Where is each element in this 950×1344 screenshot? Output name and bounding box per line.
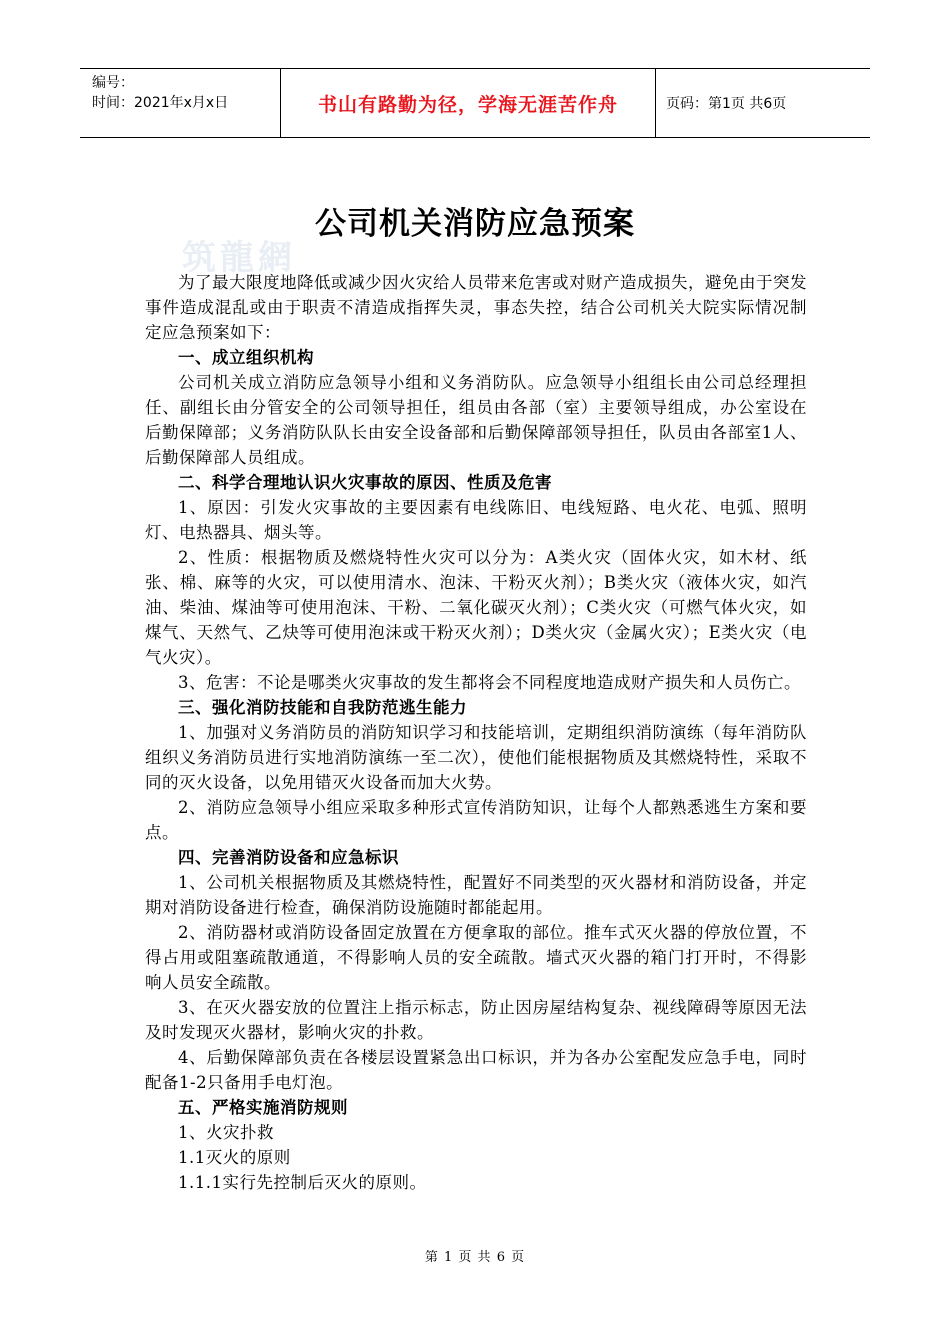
body-paragraph: 1.1灭火的原则 <box>178 1148 291 1167</box>
body-paragraph: 1、火灾扑救 <box>178 1123 274 1142</box>
header-motto: 书山有路勤为径，学海无涯苦作舟 <box>280 69 656 137</box>
body-paragraph: 为了最大限度地降低或减少因火灾给人员带来危害或对财产造成损失，避免由于突发事件造成混乱或由于职责不清造成指挥失灵，事态失控，结合公司机关大院实际情况制定应急预案如下： <box>145 273 807 342</box>
section-heading: 一、成立组织机构 <box>178 348 314 367</box>
body-paragraph: 1、加强对义务消防员的消防知识学习和技能培训，定期组织消防演练（每年消防队组织义务消防员进行实地消防演练一至二次），使他们能根据物质及其燃烧特性，采取不同的灭火设备，以免用错灭火设备而加大火势。 <box>145 723 807 792</box>
header-meta <box>80 69 280 137</box>
document-time-label: 时间：2021年x月x日 <box>92 95 229 111</box>
document-number-label: 编号： <box>92 75 134 91</box>
body-paragraph: 3、在灭火器安放的位置注上指示标志，防止因房屋结构复杂、视线障碍等原因无法及时发现灭火器材，影响火灾的扑救。 <box>145 998 807 1042</box>
page-footer: 第 1 页 共 6 页 <box>424 1250 526 1265</box>
body-paragraph: 1.1.1实行先控制后灭火的原则。 <box>178 1173 427 1192</box>
page-header <box>80 68 870 138</box>
section-heading: 二、科学合理地认识火灾事故的原因、性质及危害 <box>178 473 552 492</box>
document-title: 公司机关消防应急预案 <box>315 206 635 242</box>
document-body <box>145 270 807 1195</box>
body-paragraph: 1、公司机关根据物质及其燃烧特性，配置好不同类型的灭火器材和消防设备，并定期对消防设备进行检查，确保消防设施随时都能起用。 <box>145 873 807 917</box>
body-paragraph: 3、危害：不论是哪类火灾事故的发生都将会不同程度地造成财产损失和人员伤亡。 <box>178 673 801 692</box>
body-paragraph: 2、消防应急领导小组应采取多种形式宣传消防知识，让每个人都熟悉逃生方案和要点。 <box>145 798 807 842</box>
body-paragraph: 公司机关成立消防应急领导小组和义务消防队。应急领导小组组长由公司总经理担任、副组长由分管安全的公司领导担任，组员由各部（室）主要领导组成，办公室设在后勤保障部；义务消防队队长由安全设备部和后勤保障部领导担任，队员由各部室1人、后勤保障部人员组成。 <box>145 373 807 467</box>
watermark: 筑龍網 <box>182 238 296 278</box>
section-heading: 三、强化消防技能和自我防范逃生能力 <box>178 698 467 717</box>
body-paragraph: 1、原因：引发火灾事故的主要因素有电线陈旧、电线短路、电火花、电弧、照明灯、电热器具、烟头等。 <box>145 498 807 542</box>
section-heading: 四、完善消防设备和应急标识 <box>178 848 399 867</box>
body-paragraph: 2、性质：根据物质及燃烧特性火灾可以分为：A类火灾（固体火灾，如木材、纸张、棉、麻等的火灾，可以使用清水、泡沫、干粉灭火剂）；B类火灾（液体火灾，如汽油、柴油、煤油等可使用泡沫、干粉、二氧化碳灭火剂）；C类火灾（可燃气体火灾，如煤气、天然气、乙炔等可使用泡沫或干粉灭火剂）；D类火灾（金属火灾）；E类火灾（电气火灾）。 <box>145 548 807 667</box>
header-page-info: 页码：第1页 共6页 <box>666 96 787 112</box>
body-paragraph: 4、后勤保障部负责在各楼层设置紧急出口标识，并为各办公室配发应急手电，同时配备1-2只备用手电灯泡。 <box>145 1048 807 1092</box>
section-heading: 五、严格实施消防规则 <box>178 1098 348 1117</box>
body-paragraph: 2、消防器材或消防设备固定放置在方便拿取的部位。推车式灭火器的停放位置，不得占用或阻塞疏散通道，不得影响人员的安全疏散。墙式灭火器的箱门打开时，不得影响人员安全疏散。 <box>145 923 807 992</box>
